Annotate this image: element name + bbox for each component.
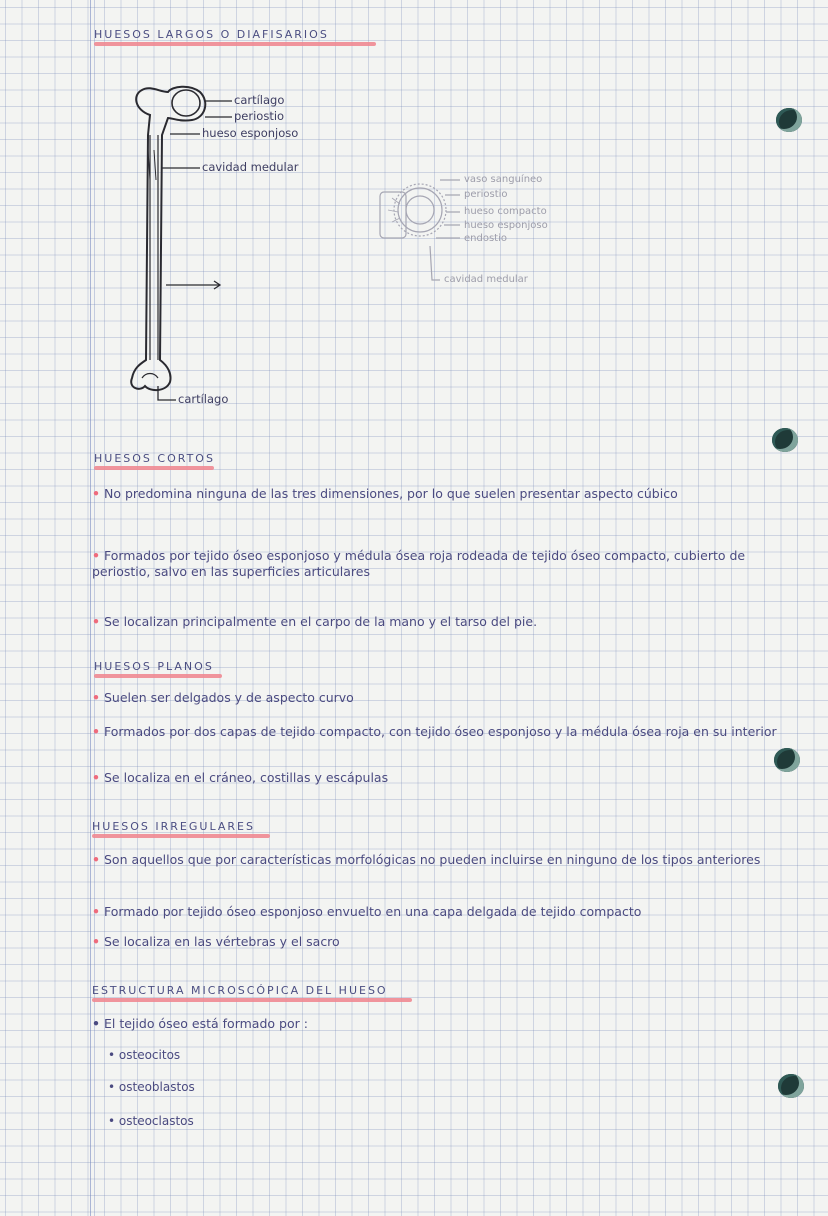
irregulares-item: • Se localiza en las vértebras y el sacro [92,934,340,949]
estructura-item: • osteoclastos [108,1114,194,1128]
cortos-item: • Se localizan principalmente en el carpo de la mano y el tarso del pie. [92,614,538,629]
label-hueso-compacto: hueso compacto [464,206,547,217]
label-cartilago-bottom: cartílago [178,392,229,406]
planos-item: • Se localiza en el cráneo, costillas y escápulas [92,770,389,785]
label-periostio: periostio [234,109,285,123]
planos-item: • Formados por dos capas de tejido compacto, con tejido óseo esponjoso y la médula ósea roja en su interior [92,724,777,739]
label-cavidad-medular-cross: cavidad medular [444,274,528,285]
label-cartilago-top: cartílago [234,93,285,107]
bone-diagrams [0,0,828,420]
heading-estructura-microscopica: ESTRUCTURA MICROSCÓPICA DEL HUESO [92,984,412,1002]
binder-hole [772,428,798,452]
estructura-item: • osteocitos [108,1048,181,1062]
label-vaso-sanguineo: vaso sanguíneo [464,174,543,185]
binder-hole [778,1074,804,1098]
long-bone-drawing [131,87,205,390]
label-hueso-esponjoso: hueso esponjoso [202,126,299,140]
label-cavidad-medular: cavidad medular [202,160,299,174]
irregulares-item: • Formado por tejido óseo esponjoso envuelto en una capa delgada de tejido compacto [92,904,642,919]
heading-huesos-cortos: HUESOS CORTOS [94,452,215,470]
planos-item: • Suelen ser delgados y de aspecto curvo [92,690,354,705]
heading-huesos-planos: HUESOS PLANOS [94,660,222,678]
estructura-intro: • El tejido óseo está formado por : [92,1016,308,1031]
estructura-item: • osteoblastos [108,1080,195,1094]
heading-huesos-irregulares: HUESOS IRREGULARES [92,820,270,838]
label-endostio: endostio [464,233,507,244]
label-periostio-cross: periostio [464,189,508,200]
cortos-item: • Formados por tejido óseo esponjoso y médula ósea roja rodeada de tejido óseo compacto, cubierto de periostio, salvo en las superficies articulares [92,548,746,579]
heading-huesos-largos: HUESOS LARGOS O DIAFISARIOS [94,28,376,46]
label-hueso-esponjoso-cross: hueso esponjoso [464,220,548,231]
irregulares-item: • Son aquellos que por características morfológicas no pueden incluirse en ninguno de los tipos anteriores [92,852,761,867]
cross-section-drawing [380,180,460,280]
cortos-item: • No predomina ninguna de las tres dimensiones, por lo que suelen presentar aspecto cúbico [92,486,678,501]
binder-hole [774,748,800,772]
